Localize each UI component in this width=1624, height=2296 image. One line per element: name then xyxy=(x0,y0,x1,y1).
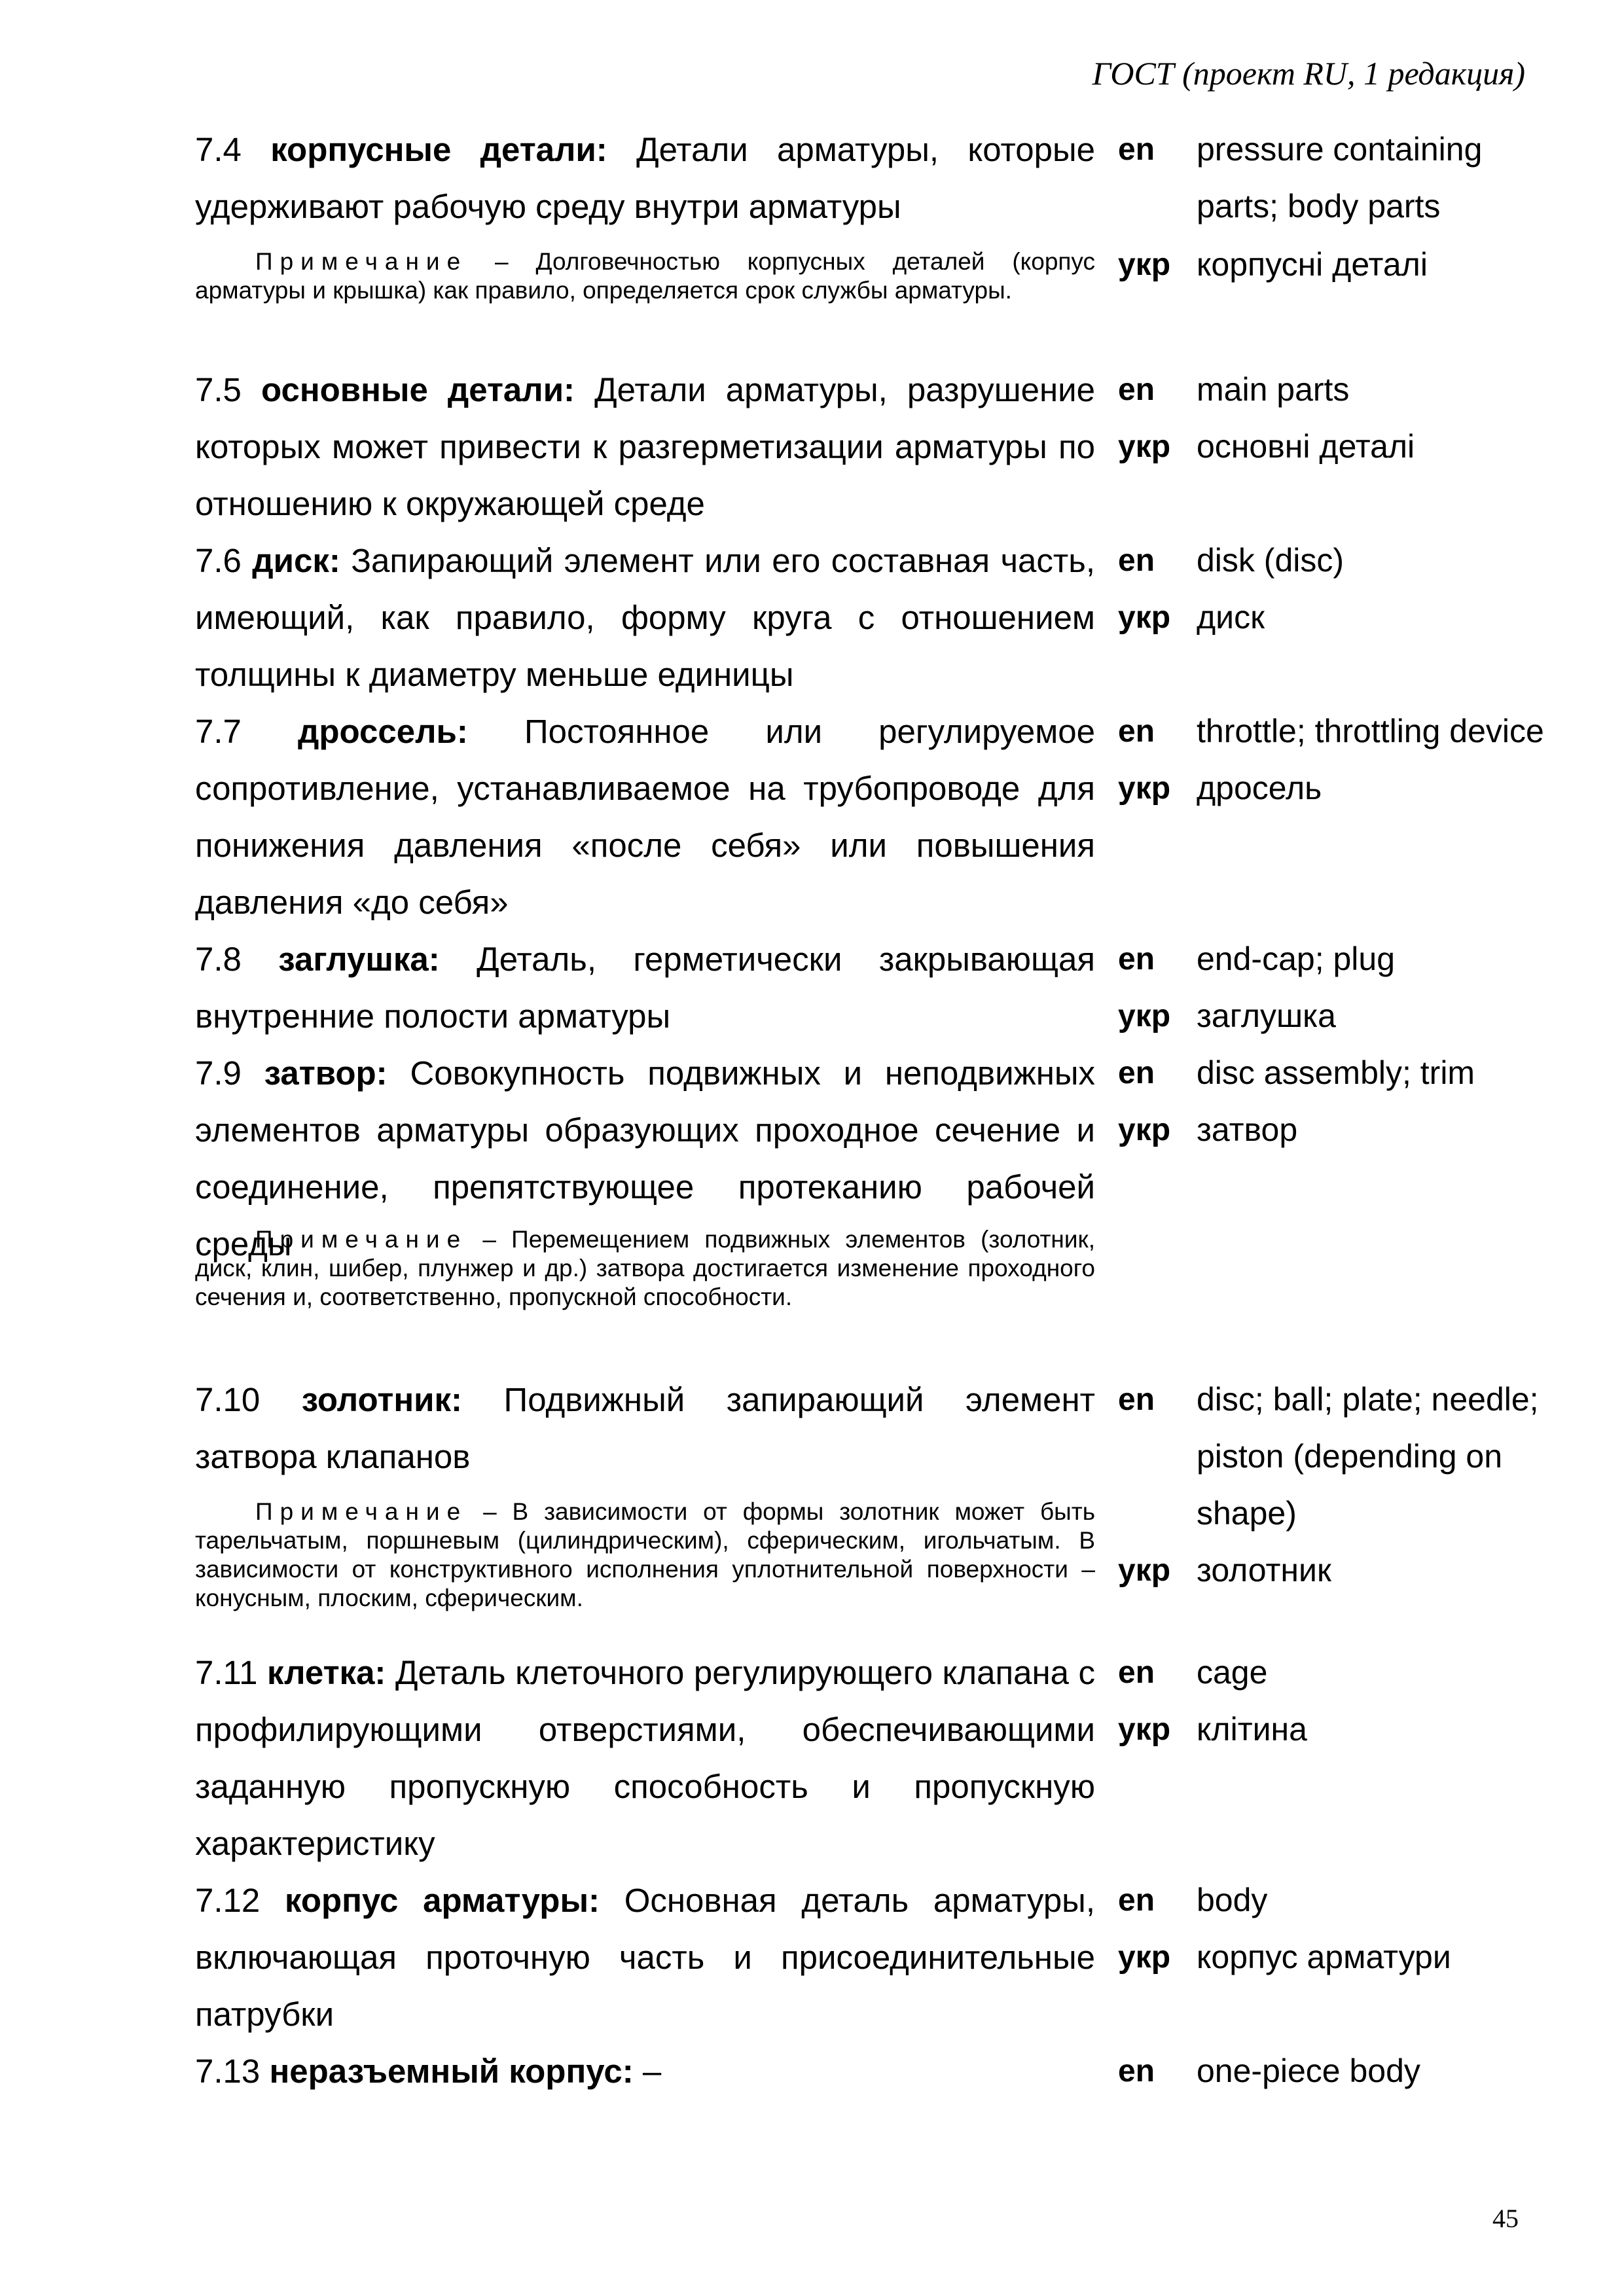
note-text: Перемещением подвижных элементов (золотник, диск, клин, шибер, плунжер и др.) затвора достигается изменение проходного сечения и, соответственно, пропускной способности. xyxy=(195,1226,1096,1310)
lang-label-en: en xyxy=(1118,1382,1155,1417)
term-number: 7.9 xyxy=(195,1054,242,1092)
term-entry-7-7 xyxy=(195,703,1095,931)
term-note-7-4 xyxy=(195,247,1095,305)
term-entry-7-5 xyxy=(195,361,1095,532)
lang-label-en: en xyxy=(1118,1883,1155,1918)
english-equivalent: disc; ball; plate; needle; piston (depending on shape) xyxy=(1197,1381,1539,1532)
ukrainian-equivalent: золотник xyxy=(1197,1552,1331,1588)
note-dash: – xyxy=(495,248,509,275)
lang-label-ukr: укр xyxy=(1118,1940,1171,1975)
english-equivalent: disc assembly; trim xyxy=(1197,1054,1475,1091)
running-header: ГОСТ (проект RU, 1 редакция) xyxy=(1092,55,1525,92)
ukrainian-equivalent: корпусні деталі xyxy=(1197,246,1428,283)
lang-label-en: en xyxy=(1118,132,1155,167)
term-number: 7.5 xyxy=(195,371,242,408)
ukrainian-equivalent: затвор xyxy=(1197,1111,1298,1148)
term-name: диск: xyxy=(252,542,340,579)
lang-label-ukr: укр xyxy=(1118,1553,1171,1588)
english-equivalent: throttle; throttling device xyxy=(1197,713,1544,749)
ukrainian-equivalent: заглушка xyxy=(1197,997,1336,1034)
lang-label-ukr: укр xyxy=(1118,1712,1171,1747)
term-name: золотник: xyxy=(301,1381,463,1418)
lang-label-en: en xyxy=(1118,2054,1155,2089)
term-definition: Деталь, герметически закрывающая внутренние полости арматуры xyxy=(195,941,1095,1035)
term-name: клетка: xyxy=(267,1654,386,1691)
term-definition: Подвижный запирающий элемент затвора клапанов xyxy=(195,1381,1096,1475)
english-equivalent: end-cap; plug xyxy=(1197,941,1396,977)
term-definition: Запирающий элемент или его составная часть, имеющий, как правило, форму круга с отношением толщины к диаметру меньше единицы xyxy=(195,542,1095,693)
note-label: Примечание xyxy=(255,248,468,275)
term-entry-7-4 xyxy=(195,121,1095,235)
ukrainian-equivalent: диск xyxy=(1197,599,1265,636)
term-entry-7-8 xyxy=(195,931,1095,1045)
english-equivalent: cage xyxy=(1197,1654,1268,1691)
term-note-7-9 xyxy=(195,1225,1095,1312)
term-entry-7-10 xyxy=(195,1371,1095,1485)
english-equivalent: disk (disc) xyxy=(1197,542,1344,579)
lang-label-ukr: укр xyxy=(1118,771,1171,806)
ukrainian-equivalent: корпус арматури xyxy=(1197,1939,1451,1975)
ukrainian-equivalent: дросель xyxy=(1197,770,1322,806)
note-label: Примечание xyxy=(255,1226,468,1253)
term-definition: Деталь клеточного регулирующего клапана с профилирующими отверстиями, обеспечивающими заданную пропускную способность и пропускную характеристику xyxy=(195,1654,1096,1862)
ukrainian-equivalent: основні деталі xyxy=(1197,428,1415,465)
term-name: дроссель: xyxy=(298,713,468,750)
term-number: 7.6 xyxy=(195,542,242,579)
term-definition: – xyxy=(642,2053,662,2090)
term-name: основные детали: xyxy=(261,371,575,408)
term-number: 7.7 xyxy=(195,713,242,750)
lang-label-en: en xyxy=(1118,1655,1155,1690)
term-name: неразъемный корпус: xyxy=(269,2053,634,2090)
term-entry-7-6 xyxy=(195,532,1095,703)
ukrainian-equivalent: клітина xyxy=(1197,1711,1307,1748)
term-number: 7.10 xyxy=(195,1381,261,1418)
term-entry-7-12 xyxy=(195,1872,1095,2043)
term-definition: Совокупность подвижных и неподвижных элементов арматуры образующих проходное сечение и соединение, препятствующее протеканию рабочей среды xyxy=(195,1054,1096,1263)
lang-label-en: en xyxy=(1118,372,1155,407)
note-label: Примечание xyxy=(255,1498,468,1525)
term-definition: Постоянное или регулируемое сопротивление, устанавливаемое на трубопроводе для понижения давления «после себя» или повышения давления «до себя» xyxy=(195,713,1096,921)
page-number: 45 xyxy=(1492,2204,1519,2233)
english-equivalent: one-piece body xyxy=(1197,2053,1420,2089)
term-number: 7.11 xyxy=(195,1654,258,1691)
term-entry-7-13 xyxy=(195,2043,1095,2100)
lang-label-ukr: укр xyxy=(1118,600,1171,635)
term-number: 7.12 xyxy=(195,1882,261,1919)
lang-label-en: en xyxy=(1118,543,1155,578)
term-definition: Детали арматуры, которые удерживают рабочую среду внутри арматуры xyxy=(195,131,1096,225)
english-equivalent: body xyxy=(1197,1882,1268,1918)
term-definition: Детали арматуры, разрушение которых может привести к разгерметизации арматуры по отношению к окружающей среде xyxy=(195,371,1096,522)
term-definition: Основная деталь арматуры, включающая проточную часть и присоединительные патрубки xyxy=(195,1882,1096,2033)
term-name: корпус арматуры: xyxy=(284,1882,600,1919)
term-number: 7.8 xyxy=(195,941,242,978)
lang-label-en: en xyxy=(1118,942,1155,977)
english-equivalent: pressure containing parts; body parts xyxy=(1197,131,1483,224)
lang-label-en: en xyxy=(1118,1056,1155,1090)
note-dash: – xyxy=(483,1498,497,1525)
lang-label-ukr: укр xyxy=(1118,1113,1171,1147)
term-note-7-10 xyxy=(195,1498,1095,1613)
term-number: 7.4 xyxy=(195,131,242,168)
lang-label-ukr: укр xyxy=(1118,999,1171,1033)
lang-label-ukr: укр xyxy=(1118,247,1171,282)
term-number: 7.13 xyxy=(195,2053,261,2090)
english-equivalent: main parts xyxy=(1197,371,1350,408)
term-name: заглушка: xyxy=(278,941,440,978)
term-name: затвор: xyxy=(264,1054,388,1092)
note-text: Долговечностью корпусных деталей (корпус арматуры и крышка) как правило, определяется срок службы арматуры. xyxy=(195,248,1096,304)
note-dash: – xyxy=(482,1226,496,1253)
note-text: В зависимости от формы золотник может быть тарельчатым, поршневым (цилиндрическим), сферическим, игольчатым. В зависимости от конструктивного исполнения уплотнительной поверхности – конусным, плоским, сферическим. xyxy=(195,1498,1095,1611)
lang-label-en: en xyxy=(1118,714,1155,749)
term-entry-7-11 xyxy=(195,1644,1095,1872)
term-name: корпусные детали: xyxy=(270,131,607,168)
lang-label-ukr: укр xyxy=(1118,429,1171,464)
